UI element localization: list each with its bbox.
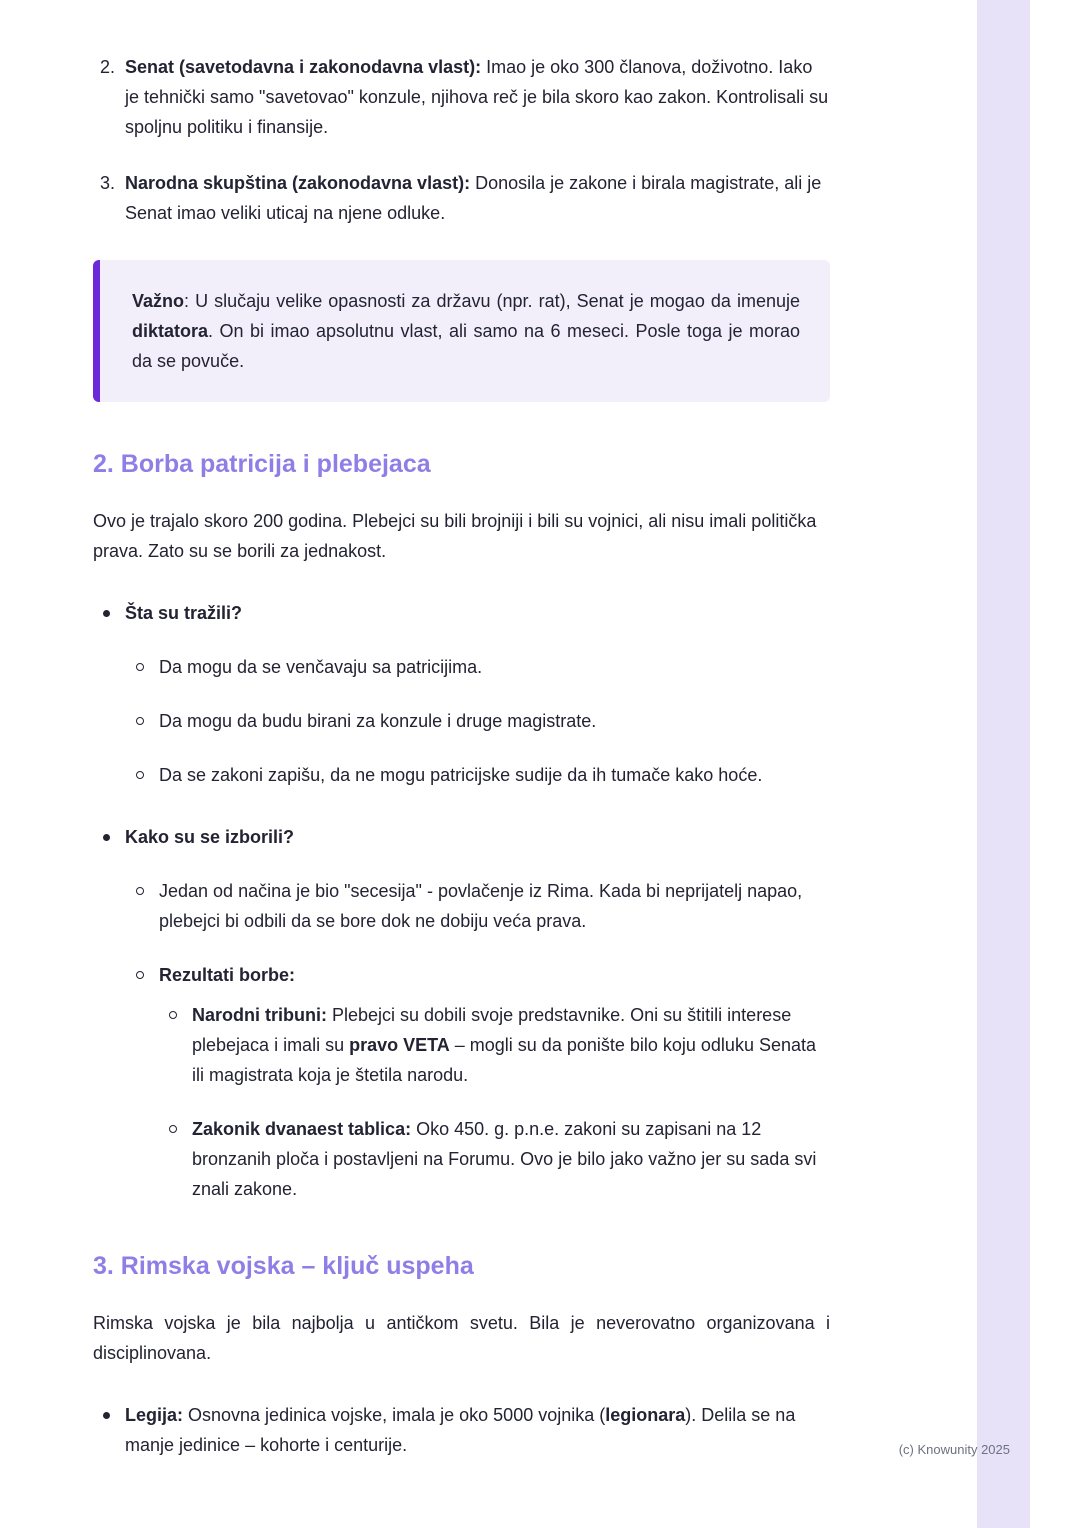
bullet-rezultati-borbe [93, 960, 830, 990]
item-number: 3. [100, 173, 116, 193]
bullet-vencavanje [93, 652, 830, 682]
bullet-text: Jedan od načina je bio "secesija" - povlačenje iz Rima. Kada bi neprijatelj napao, plebejci bi odbili da se bore dok ne dobiju veća prava. [159, 881, 803, 931]
ordered-item-narodna-skupstina [93, 168, 830, 228]
copyright-footer: (c) Knowunity 2025 [898, 1442, 1010, 1457]
bullet-secesija [93, 876, 830, 936]
important-note-callout [93, 260, 830, 402]
bullet-icon [103, 834, 110, 841]
section2-intro-paragraph: Ovo je trajalo skoro 200 godina. Plebejci su bili brojniji i bili su vojnici, ali nisu imali politička prava. Zato su se borili za jednakost. [93, 511, 817, 561]
bullet-text: Da mogu da se venčavaju sa patricijima. [159, 657, 483, 677]
section3-intro-paragraph: Rimska vojska je bila najbolja u antičkom svetu. Bila je neverovatno organizovana i disciplinovana. [93, 1313, 830, 1363]
section-heading-borba-patricija: 2. Borba patricija i plebejaca [93, 450, 431, 478]
section-heading-rimska-vojska: 3. Rimska vojska – ključ uspeha [93, 1252, 474, 1280]
circle-bullet-icon [136, 771, 144, 779]
bullet-text: Da mogu da budu birani za konzule i druge magistrate. [159, 711, 597, 731]
circle-bullet-icon [136, 971, 144, 979]
bullet-icon [103, 1412, 110, 1419]
circle-bullet-icon [136, 717, 144, 725]
bullet-birani-za-konzule [93, 706, 830, 736]
notes-content [93, 52, 830, 1460]
page-edge-strip [977, 0, 1030, 1528]
bullet-text: Narodni tribuni: Plebejci su dobili svoje predstavnike. Oni su štitili interese plebejaca i imali su pravo VETA – mogli su da ponište bilo koju odluku Senata ili magistrata koja je štetila narodu. [192, 1005, 817, 1085]
circle-bullet-icon [169, 1011, 177, 1019]
callout-text: Važno: U slučaju velike opasnosti za državu (npr. rat), Senat je mogao da imenuje diktatora. On bi imao apsolutnu vlast, ali samo na 6 meseci. Posle toga je morao da se povuče. [132, 291, 800, 371]
bullet-title: Šta su tražili? [125, 603, 243, 623]
item-number: 2. [100, 57, 116, 77]
bullet-kako-su-se-izborili [93, 822, 830, 852]
ordered-item-senat [93, 52, 830, 142]
bullet-text: Legija: Osnovna jedinica vojske, imala je oko 5000 vojnika (legionara). Delila se na manje jedinice – kohorte i centurije. [125, 1405, 796, 1455]
bullet-zakoni-zapisani [93, 760, 830, 790]
bullet-text: Zakonik dvanaest tablica: Oko 450. g. p.n.e. zakoni su zapisani na 12 bronzanih ploča i postavljeni na Forumu. Ovo je bilo jako važno jer su sada svi znali zakone. [192, 1119, 817, 1199]
item-text: Narodna skupština (zakonodavna vlast): Donosila je zakone i birala magistrate, ali je Senat imao veliki uticaj na njene odluke. [125, 173, 822, 223]
bullet-legija [93, 1400, 830, 1460]
bullet-zakonik-dvanaest-tablica [93, 1114, 830, 1204]
circle-bullet-icon [169, 1125, 177, 1133]
bullet-title: Kako su se izborili? [125, 827, 295, 847]
bullet-icon [103, 610, 110, 617]
circle-bullet-icon [136, 887, 144, 895]
bullet-narodni-tribuni [93, 1000, 830, 1090]
bullet-text: Da se zakoni zapišu, da ne mogu patricijske sudije da ih tumače kako hoće. [159, 765, 763, 785]
bullet-title: Rezultati borbe: [159, 965, 296, 985]
circle-bullet-icon [136, 663, 144, 671]
item-text: Senat (savetodavna i zakonodavna vlast): Imao je oko 300 članova, doživotno. Iako je tehnički samo "savetovao" konzule, njihova reč je bila skoro kao zakon. Kontrolisali su spoljnu politiku i finansije. [125, 57, 829, 137]
bullet-sta-su-trazili [93, 598, 830, 628]
